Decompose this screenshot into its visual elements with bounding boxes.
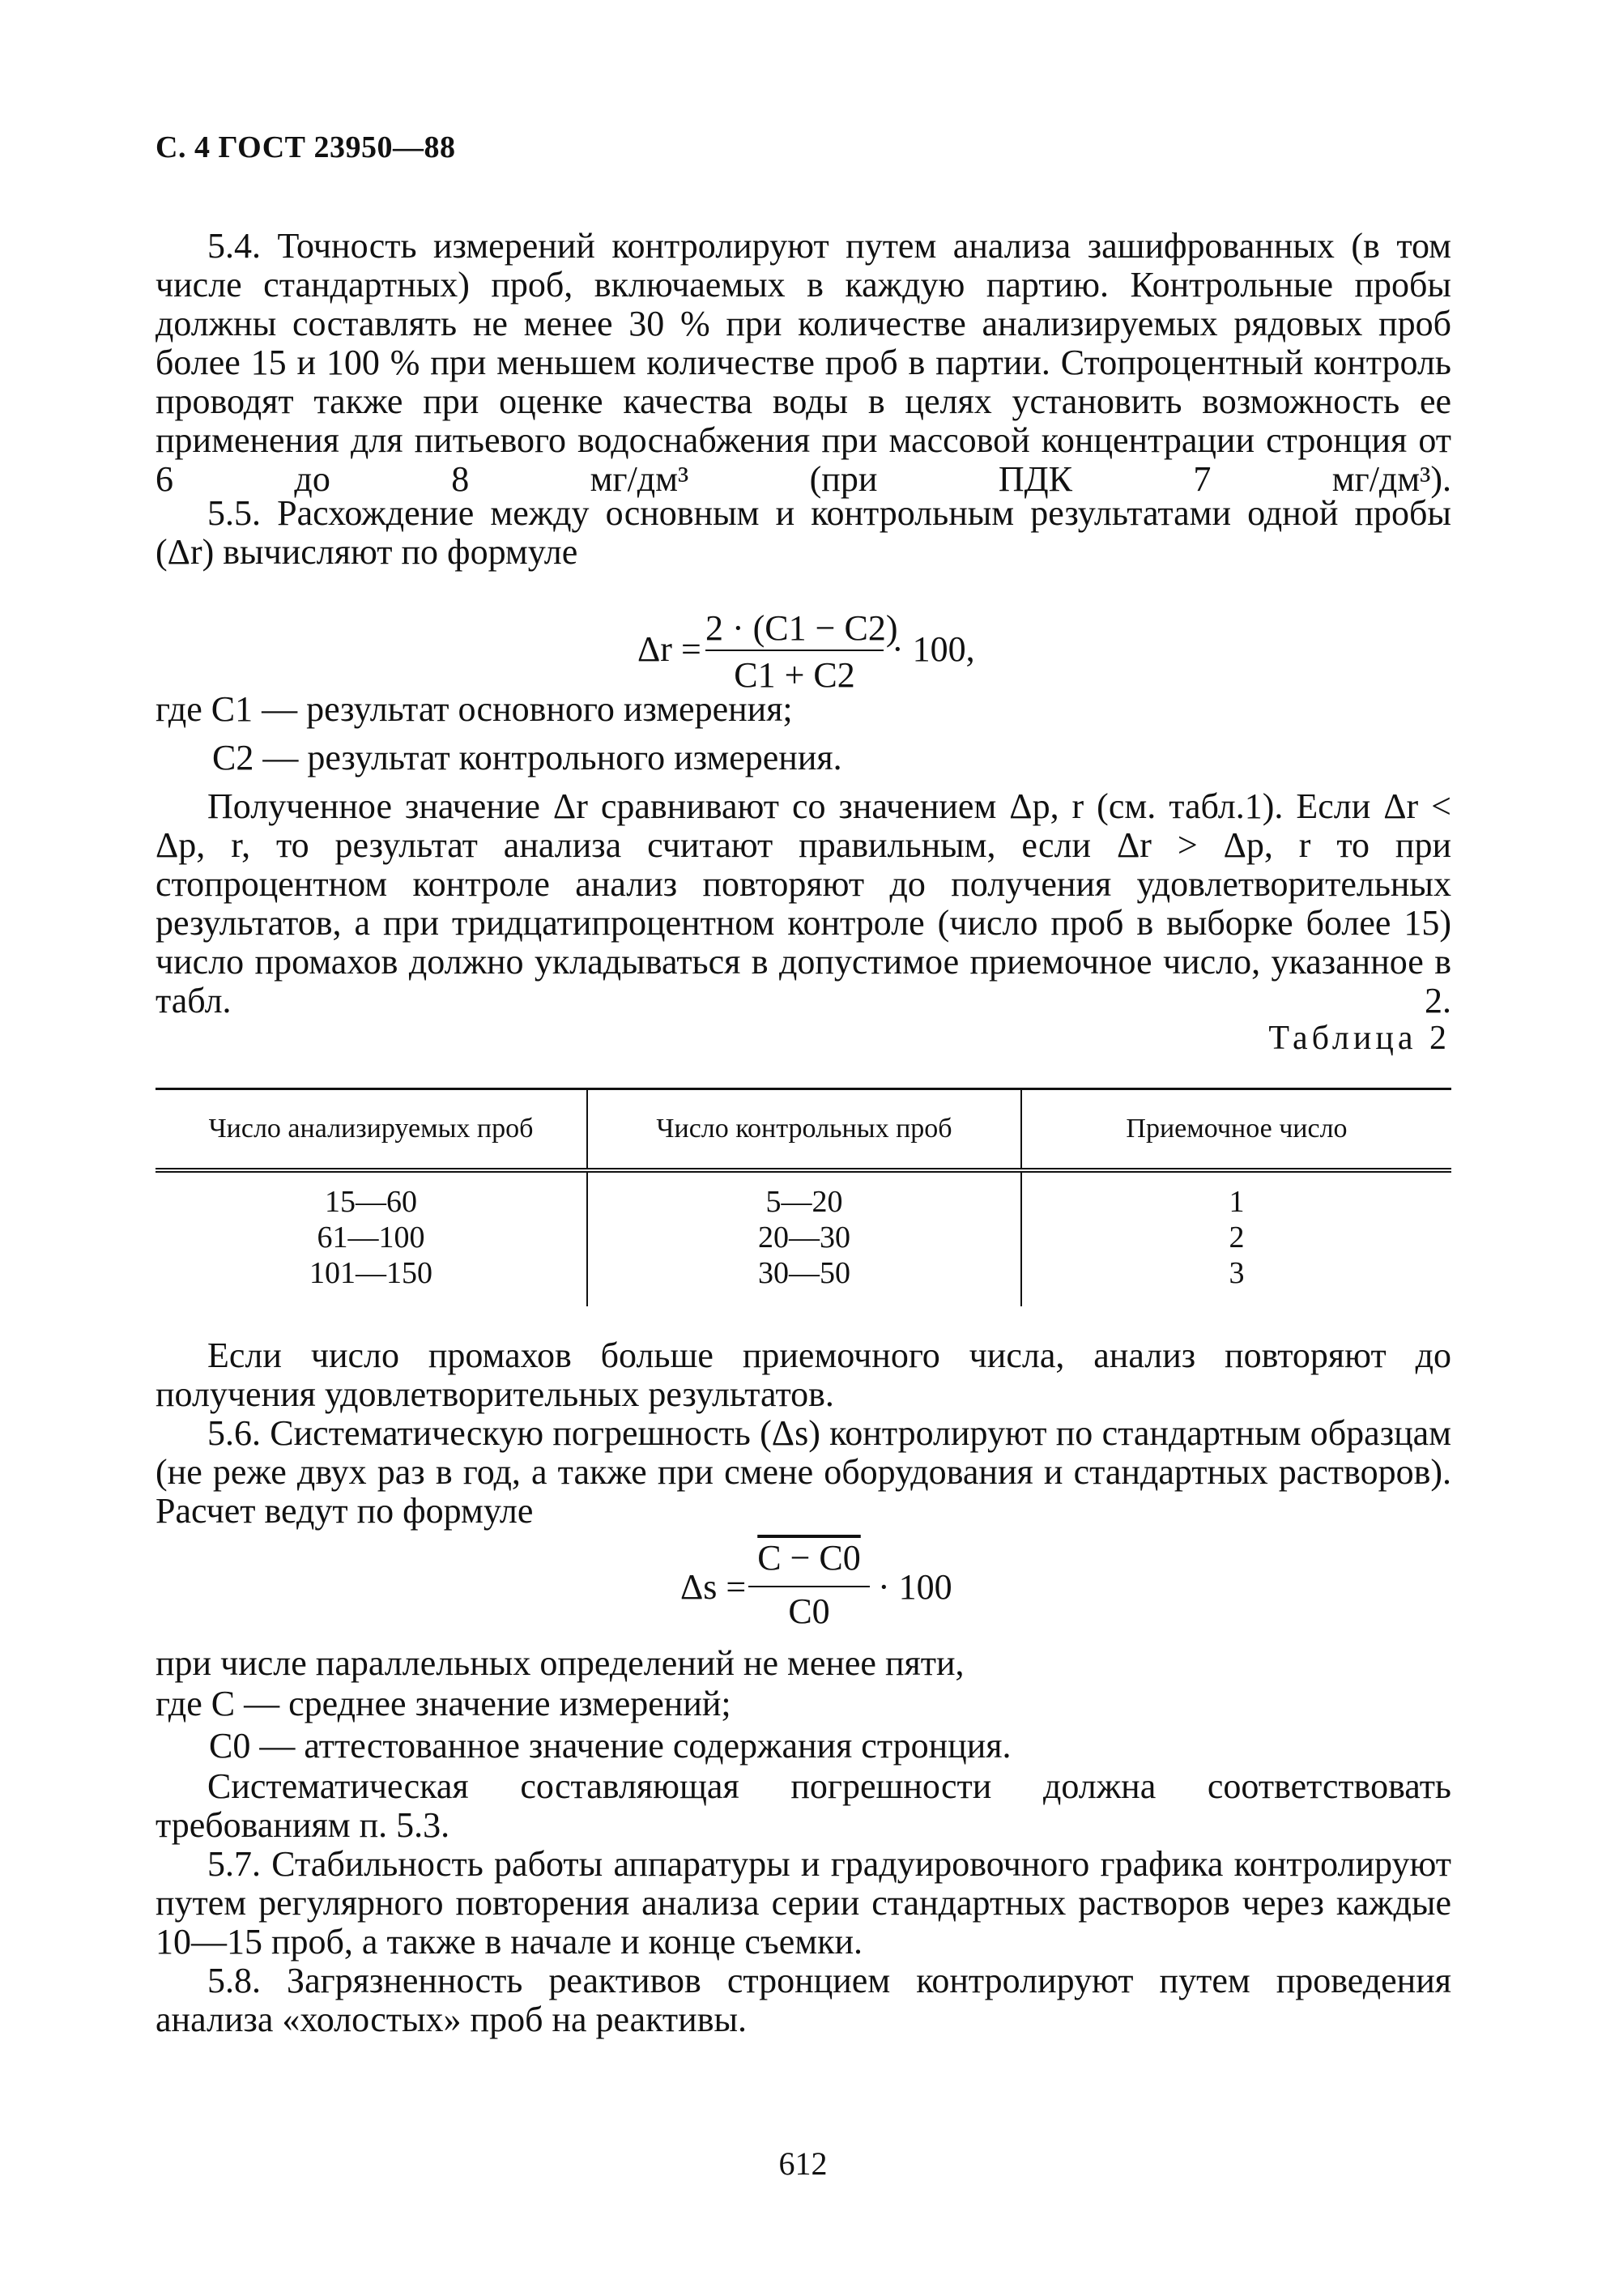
where-c2: C2 — результат контрольного измерения. [212, 738, 842, 777]
table-value: 3 [1229, 1256, 1245, 1290]
table-cell-control [587, 1170, 1021, 1306]
where-c0: C0 — аттестованное значение содержания стронция. [209, 1726, 1012, 1766]
table-cell-analyzed [155, 1170, 587, 1306]
page-number: 612 [778, 2145, 828, 2182]
table-header-acceptance: Приемочное число [1021, 1089, 1451, 1171]
table-value: 30—50 [758, 1256, 850, 1290]
paragraph-obtained-value: Полученное значение Δr сравнивают со значением Δp, r (см. табл.1). Если Δr < Δp, r, то результат анализа считают правильным, если Δr > Δp, r то при стопроцентном контроле анализ повторяют до получения удовлетворительных результатов, а при тридцатипроцентном контроле (число проб в выборке более 15) число промахов должно укладываться в допустимое приемочное число, указанное в табл. 2. [155, 786, 1451, 1020]
table-value: 15—60 [325, 1185, 417, 1219]
formula-lhs: Δs = [680, 1567, 747, 1607]
paragraph-systematic: Систематическая составляющая погрешности должна соответствовать требованиям п. 5.3. [155, 1766, 1451, 1845]
table-header-control: Число контрольных проб [587, 1089, 1021, 1171]
paragraph-5-8: 5.8. Загрязненность реактивов стронцием контролируют путем проведения анализа «холостых» проб на реактивы. [155, 1961, 1451, 2039]
table-cell-acceptance [1021, 1170, 1451, 1306]
formula-numerator: 2 · (C1 − C2) [705, 608, 898, 648]
table-value: 61—100 [317, 1220, 425, 1254]
paragraph-5-6: 5.6. Систематическую погрешность (Δs) контролируют по стандартным образцам (не реже двух раз в год, а также при смене оборудования и стандартных растворов). Расчет ведут по формуле [155, 1413, 1451, 1531]
table-header-analyzed: Число анализируемых проб [155, 1089, 587, 1171]
fraction-bar [705, 650, 884, 651]
formula-numerator: C − C0 [757, 1538, 861, 1578]
table-row [155, 1170, 1451, 1306]
formula-denominator: C1 + C2 [734, 655, 855, 695]
table-value: 101—150 [309, 1256, 432, 1290]
paragraph-parallel: при числе параллельных определений не менее пяти, [155, 1643, 965, 1683]
where-c-mean: где C — среднее значение измерений; [155, 1684, 731, 1723]
table-caption: Таблица 2 [1268, 1020, 1451, 1057]
formula-tail: · 100, [892, 629, 975, 669]
formula-denominator: C0 [788, 1591, 830, 1631]
where-c1: где C1 — результат основного измерения; [155, 689, 793, 729]
table-2 [155, 1088, 1451, 1306]
table-value: 1 [1229, 1185, 1245, 1219]
table-value: 2 [1229, 1220, 1245, 1254]
page-header: С. 4 ГОСТ 23950—88 [155, 130, 456, 164]
formula-tail: · 100 [878, 1567, 952, 1607]
paragraph-5-4: 5.4. Точность измерений контролируют путем анализа зашифрованных (в том числе стандартных) проб, включаемых в каждую партию. Контрольные пробы должны составлять не менее 30 % при количестве анализируемых рядовых проб более 15 и 100 % при меньшем количестве проб в партии. Стопроцентный контроль проводят также при оценке качества воды в целях установить возможность ее применения для питьевого водоснабжения при массовой концентрации стронция от 6 до 8 мг/дм³ (при ПДК 7 мг/дм³). [155, 226, 1451, 499]
table-value: 5—20 [765, 1185, 843, 1219]
table-value: 20—30 [758, 1220, 850, 1254]
paragraph-5-7: 5.7. Стабильность работы аппаратуры и градуировочного графика контролируют путем регулярного повторения анализа серии стандартных растворов через каждые 10—15 проб, а также в начале и конце съемки. [155, 1844, 1451, 1962]
fraction-bar [748, 1586, 870, 1587]
paragraph-5-5: 5.5. Расхождение между основным и контрольным результатами одной пробы (Δr) вычисляют по формуле [155, 493, 1451, 572]
paragraph-if-misses: Если число промахов больше приемочного числа, анализ повторяют до получения удовлетворительных результатов. [155, 1335, 1451, 1414]
formula-lhs: Δr = [637, 629, 701, 669]
